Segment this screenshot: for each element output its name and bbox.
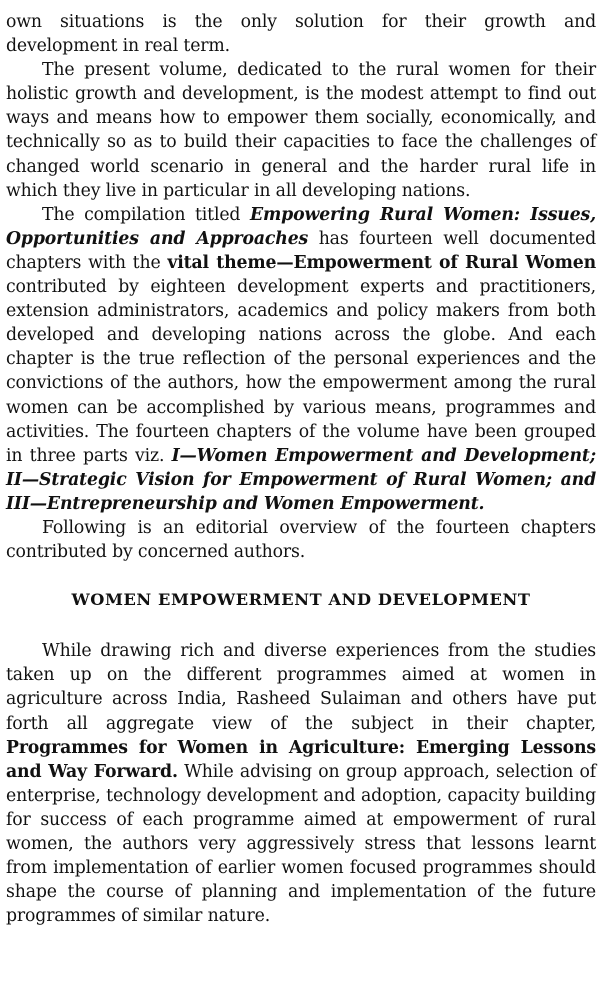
- vital-theme: vital theme—Empowerment of Rural Women: [167, 252, 597, 273]
- chapter-title: Programmes for Women in Agriculture: Emerging Lessons and Way Forward.: [6, 737, 596, 782]
- volume-parts: I—Women Empowerment and Development; II—Strategic Vision for Empowerment of Rural Women; and III—Entrepreneurship and Women Empowerment.: [6, 445, 596, 514]
- compilation-text-1: The compilation titled: [42, 204, 250, 225]
- programmes-text-1: While drawing rich and diverse experiences from the studies taken up on the different programmes aimed at women in agriculture across India, Rasheed Sulaiman and others have put forth all aggregate view of the subject in their chapter,: [6, 641, 596, 734]
- book-title: Empowering Rural Women: Issues, Opportunities and Approaches: [6, 204, 596, 249]
- paragraph-programmes: [6, 639, 596, 928]
- paragraph-continuation: own situations is the only solution for their growth and development in real term.: [6, 12, 596, 57]
- paragraph-compilation: [6, 203, 596, 516]
- paragraph-editorial-overview: Following is an editorial overview of the fourteen chapters contributed by concerned authors.: [6, 517, 596, 563]
- programmes-text-2: While advising on group approach, selection of enterprise, technology development and adoption, capacity building for success of each programme aimed at empowerment of rural women, the authors very aggressively stress that lessons learnt from implementation of earlier women focused programmes should shape the course of planning and implementation of the future programmes of similar nature.: [6, 761, 596, 927]
- compilation-text-2: has fourteen well documented chapters with the: [6, 228, 596, 273]
- section-heading: WOMEN EMPOWERMENT AND DEVELOPMENT: [71, 590, 531, 610]
- compilation-text-3: contributed by eighteen development experts and practitioners, extension administrators, academics and policy makers from both developed and developing nations across the globe. And each chapter is the true reflection of the personal experiences and the convictions of the authors, how the empowerment among the rural women can be accomplished by various means, programmes and activities. The fourteen chapters of the volume have been grouped in three parts viz.: [6, 277, 596, 466]
- paragraph-present-volume: The present volume, dedicated to the rural women for their holistic growth and development, is the modest attempt to find out ways and means how to empower them socially, economically, and technically so as to build their capacities to face the challenges of changed world scenario in general and the harder rural life in which they live in particular in all developing nations.: [6, 60, 596, 201]
